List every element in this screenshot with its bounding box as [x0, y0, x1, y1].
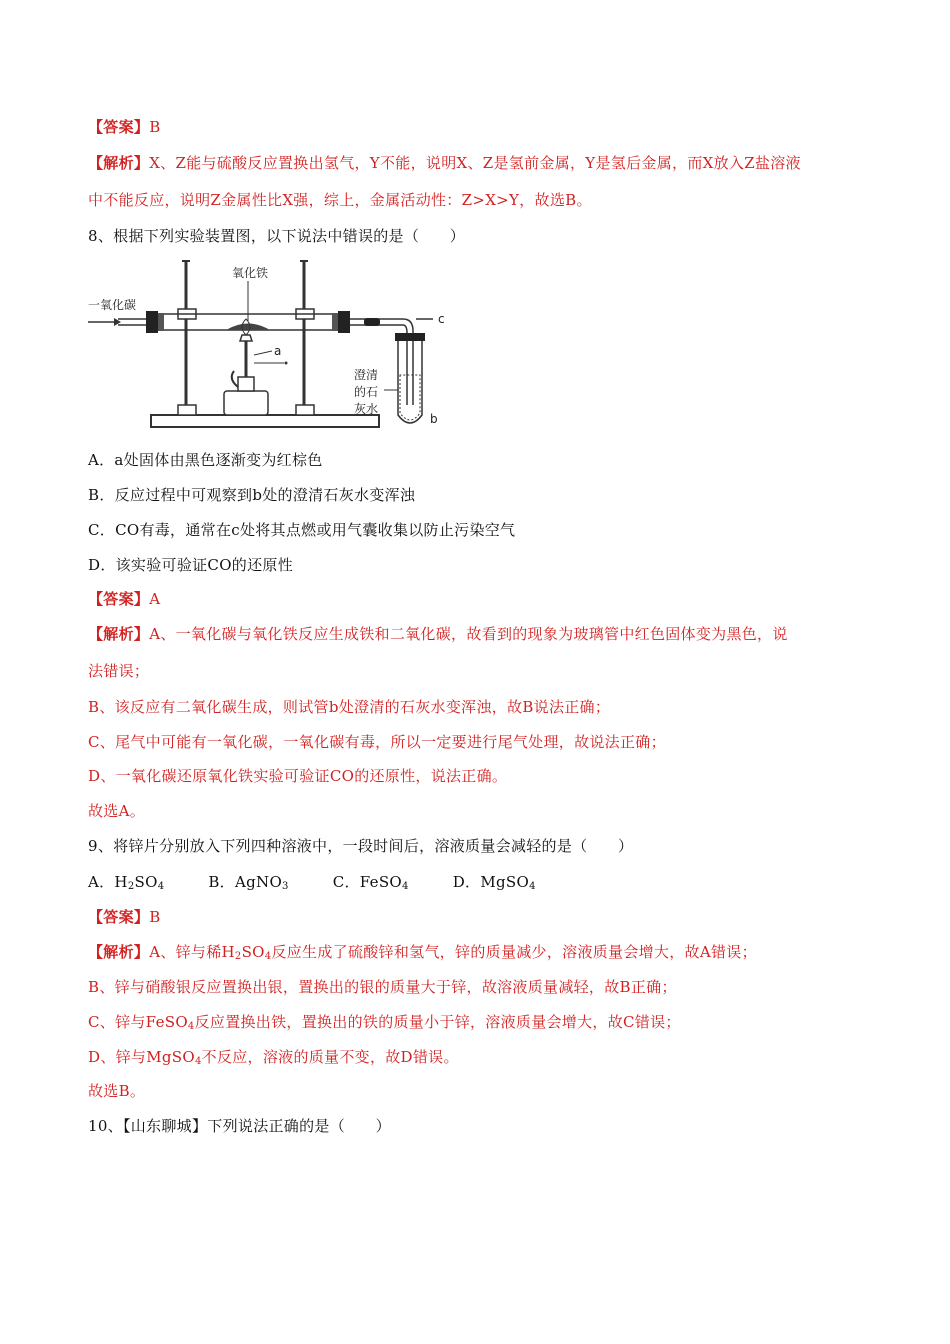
base-plate: [151, 415, 379, 427]
q8-option-c: C．CO有毒，通常在c处将其点燃或用气囊收集以防止污染空气: [88, 521, 516, 539]
q7-analysis-line-2: 中不能反应，说明Z金属性比X强，综上，金属活动性：Z>X>Y，故选B。: [88, 191, 592, 209]
analysis-label: 【解析】: [88, 625, 150, 643]
q9-stem: 9、将锌片分别放入下列四种溶液中，一段时间后，溶液质量会减轻的是（ ）: [88, 837, 634, 855]
q9-analysis-line-2: B、锌与硝酸银反应置换出银，置换出的银的质量大于锌，故溶液质量减轻，故B正确；: [88, 978, 677, 996]
experiment-apparatus-figure: [88, 255, 448, 435]
label-co: 一氧化碳: [88, 298, 137, 312]
test-tube: [398, 335, 422, 423]
q8-answer: [88, 589, 160, 609]
q9-analysis-line-1: 【解析】A、锌与稀$H_2SO_4$反应生成了硫酸锌和氢气，锌的质量减少，溶液质量会增大，故A错误；: [88, 943, 757, 962]
answer-label: 【答案】: [88, 590, 150, 608]
q8-conclusion: 故选A。: [88, 802, 146, 820]
a-pointer: [254, 351, 272, 355]
q9-analysis-line-3: C、锌与FeSO$_4$反应置换出铁，置换出的铁的质量小于锌，溶液质量会增大，故C错误；: [88, 1013, 681, 1032]
answer-label: 【答案】: [88, 908, 150, 926]
q9-options: [88, 872, 580, 892]
q8-option-b: B．反应过程中可观察到b处的澄清石灰水变浑浊: [88, 486, 416, 504]
q8-analysis-line-5: D、一氧化碳还原氧化铁实验可验证CO的还原性，说法正确。: [88, 767, 508, 785]
answer-value: B: [149, 118, 161, 136]
q8-option-a: A．a处固体由黑色逐渐变为红棕色: [88, 451, 323, 469]
limewater-level: [400, 375, 420, 420]
q9-analysis-line-4: D、锌与MgSO$_4$不反应，溶液的质量不变，故D错误。: [88, 1048, 459, 1067]
right-stopper: [338, 311, 350, 333]
q9-option-c: C．FeSO$_4$: [332, 873, 409, 892]
q8-analysis-line-3: B、该反应有二氧化碳生成，则试管b处澄清的石灰水变浑浊，故B说法正确；: [88, 698, 611, 716]
q9-option-d: D．MgSO$_4$: [452, 873, 536, 892]
label-limewater-1: 澄清: [354, 368, 379, 382]
label-c: c: [438, 312, 445, 326]
q9-option-a: A．$H_2SO_4$: [88, 873, 165, 892]
label-a: a: [274, 344, 282, 358]
answer-value: A: [149, 590, 161, 608]
label-iron-oxide: 氧化铁: [232, 266, 269, 280]
alcohol-lamp: [224, 391, 268, 415]
analysis-label: 【解析】: [88, 154, 150, 172]
label-b: b: [430, 412, 438, 426]
q8-analysis-line-2: 法错误；: [88, 662, 150, 680]
analysis-text: A、一氧化碳与氧化铁反应生成铁和二氧化碳，故看到的现象为玻璃管中红色固体变为黑色，说: [149, 625, 788, 643]
label-limewater-3: 灰水: [354, 402, 379, 416]
answer-value: B: [149, 908, 161, 926]
q10-stem: 10、【山东聊城】下列说法正确的是（ ）: [88, 1117, 391, 1135]
analysis-text: X、Z能与硫酸反应置换出氢气，Y不能，说明X、Z是氢前金属，Y是氢后金属，而X放入Z盐溶液: [149, 154, 801, 172]
label-limewater-2: 的石: [354, 385, 379, 399]
q7-answer: [88, 117, 161, 137]
q8-stem: 8、根据下列实验装置图，以下说法中错误的是（ ）: [88, 227, 466, 245]
test-tube-stopper: [395, 333, 425, 341]
q9-answer: [88, 907, 161, 927]
q9-conclusion: 故选B。: [88, 1082, 146, 1100]
q8-analysis-line-4: C、尾气中可能有一氧化碳，一氧化碳有毒，所以一定要进行尾气处理，故说法正确；: [88, 733, 666, 751]
iron-oxide-sample: [226, 324, 270, 331]
analysis-label: 【解析】: [88, 943, 150, 961]
answer-label: 【答案】: [88, 118, 150, 136]
left-stopper: [146, 311, 158, 333]
q8-analysis-line-1: [88, 624, 788, 644]
q7-analysis-line-1: [88, 153, 801, 173]
q9-option-b: B．AgNO$_3$: [208, 873, 289, 892]
q8-option-d: D．该实验可验证CO的还原性: [88, 556, 294, 574]
